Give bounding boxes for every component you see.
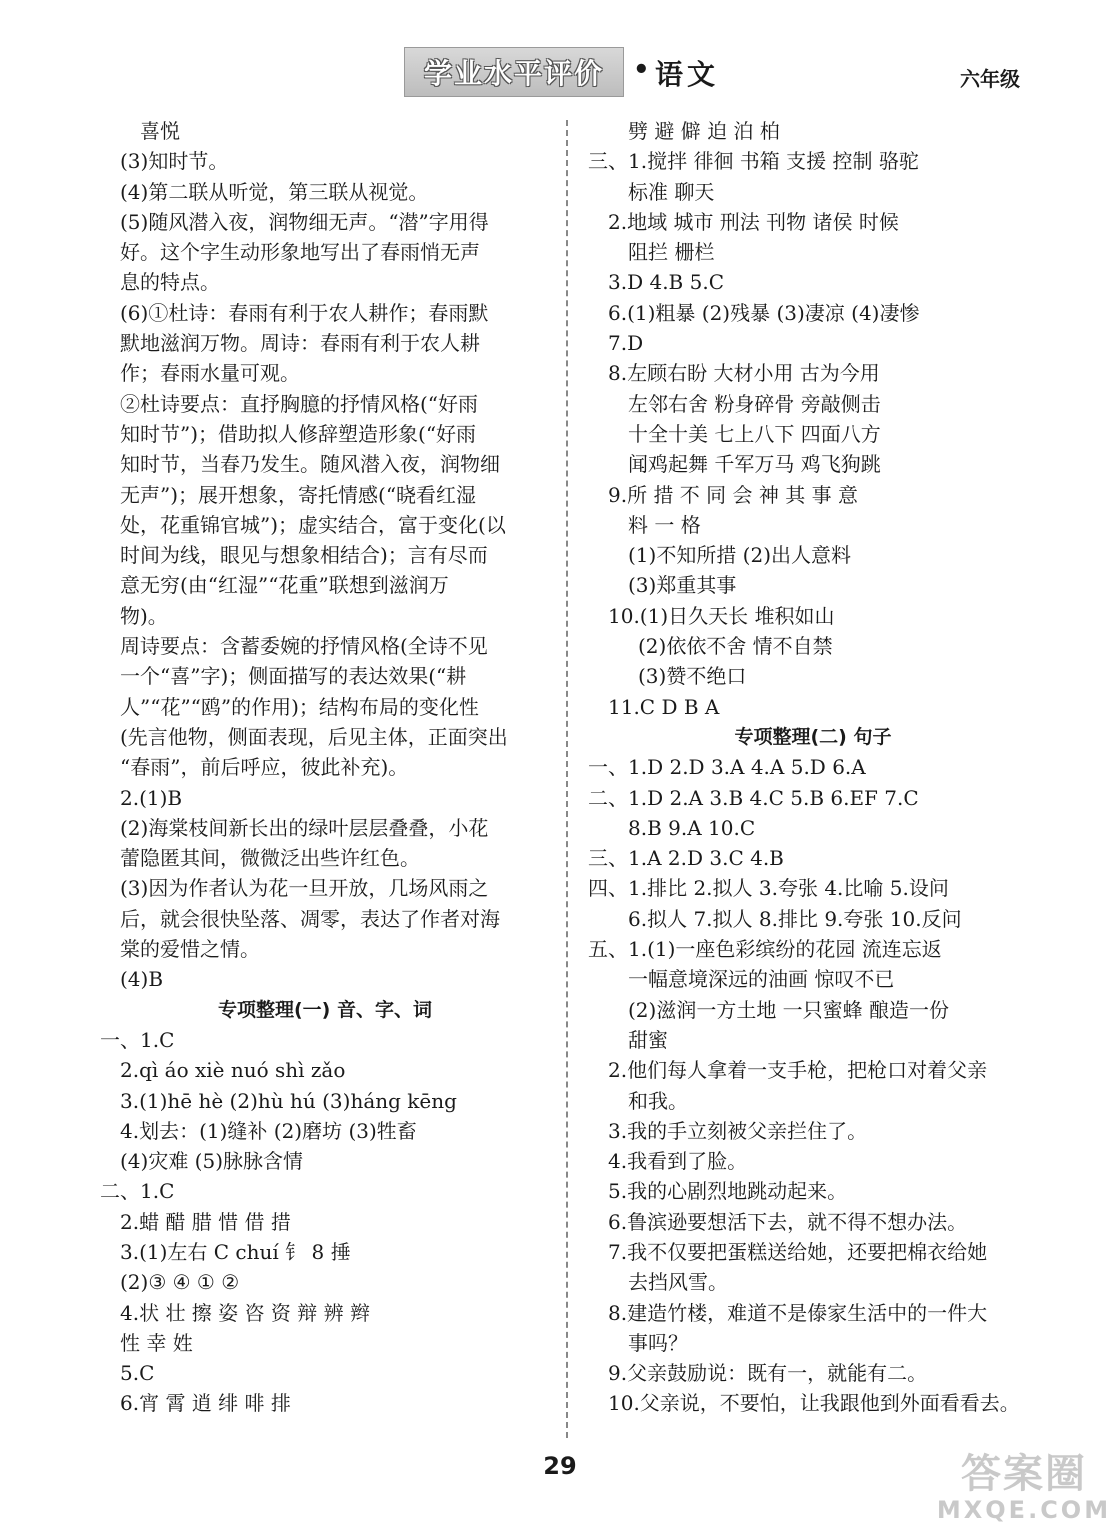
answer-line: 8.B 9.A 10.C — [628, 815, 756, 840]
answer-line: (3)因为作者认为花一旦开放，几场风雨之 — [120, 876, 489, 901]
section-heading: 专项整理(二) 句子 — [734, 725, 892, 748]
answer-line: 2.(1)B — [120, 785, 183, 810]
answer-line: 4.划去：(1)缝补 (2)磨坊 (3)牲畜 — [120, 1118, 417, 1143]
answer-line: 甜蜜 — [628, 1027, 668, 1052]
answer-line: 周诗要点：含蓄委婉的抒情风格(全诗不见 — [120, 634, 488, 659]
answer-line: (4)B — [120, 967, 164, 992]
answer-line: 阻拦 栅栏 — [628, 240, 715, 265]
answer-line: 时间为线，眼见与想象相结合)；言有尽而 — [120, 543, 488, 568]
subject-title: 语文 — [655, 58, 720, 91]
answer-line: 四、1.排比 2.拟人 3.夸张 4.比喻 5.设问 — [588, 876, 949, 901]
answer-line: (4)第二联从听觉，第三联从视觉。 — [120, 179, 429, 204]
watermark-line1: 答案圈 — [961, 1451, 1087, 1497]
answer-line: 和我。 — [628, 1088, 688, 1113]
answer-line: 十全十美 七上八下 四面八方 — [628, 421, 881, 446]
answer-line: 二、1.D 2.A 3.B 4.C 5.B 6.EF 7.C — [588, 785, 919, 810]
answer-line: 无声”)；展开想象，寄托情感(“晓看红湿 — [120, 482, 477, 507]
answer-line: 3.(1)hē hè (2)hù hú (3)háng kēng — [120, 1088, 457, 1113]
answer-line: 劈 避 僻 迫 泊 柏 — [628, 119, 780, 143]
answer-line: 蕾隐匿其间，微微泛出些许红色。 — [120, 846, 420, 871]
answer-line: (3)赞不绝口 — [638, 664, 747, 689]
answer-line: (2)滋润一方土地 一只蜜蜂 酿造一份 — [628, 997, 950, 1022]
answer-line: 二、1.C — [100, 1179, 175, 1204]
right-answer-column — [588, 116, 1038, 1419]
answer-line: 息的特点。 — [120, 270, 220, 295]
answer-line: (2)依依不舍 情不自禁 — [638, 634, 833, 659]
answer-line: 2.qì áo xiè nuó shì zǎo — [120, 1058, 346, 1083]
answer-line: 8.左顾右盼 大材小用 古为今用 — [608, 361, 880, 386]
answer-line: (3)郑重其事 — [628, 573, 737, 598]
answer-line: 五、1.(1)一座色彩缤纷的花园 流连忘返 — [588, 937, 942, 962]
answer-line: 11.C D B A — [608, 694, 720, 719]
watermark-line2: MXQE.COM — [936, 1496, 1112, 1524]
answer-line: 料 一 格 — [628, 512, 701, 537]
answer-line: 一个“喜”字)；侧面描写的表达效果(“耕 — [120, 664, 467, 689]
answer-line: 2.蜡 醋 腊 惜 借 措 — [120, 1209, 291, 1234]
answer-line: 处，花重锦官城”)；虚实结合，富于变化(以 — [120, 512, 506, 537]
answer-line: 6.(1)粗暴 (2)残暴 (3)凄凉 (4)凄惨 — [608, 300, 920, 325]
answer-line: 9.所 措 不 同 会 神 其 事 意 — [608, 482, 858, 507]
answer-line: 3.(1)左右 C chuí 钅 8 捶 — [120, 1239, 351, 1264]
answer-line: 6.拟人 7.拟人 8.排比 9.夸张 10.反问 — [628, 906, 962, 931]
answer-line: (1)不知所措 (2)出人意料 — [628, 543, 852, 568]
answer-line: 棠的爱惜之情。 — [120, 937, 260, 962]
answer-line: 一幅意境深远的油画 惊叹不已 — [628, 967, 895, 992]
section-heading: 专项整理(一) 音、字、词 — [218, 998, 432, 1021]
answer-line: 闻鸡起舞 千军万马 鸡飞狗跳 — [628, 452, 881, 477]
answer-line: 三、1.A 2.D 3.C 4.B — [588, 846, 784, 871]
page-number: 29 — [543, 1452, 577, 1480]
answer-line: 去挡风雪。 — [628, 1270, 728, 1295]
answer-line: 三、1.搅拌 徘徊 书箱 支援 控制 骆驼 — [588, 149, 919, 174]
answer-line: 8.建造竹楼，难道不是傣家生活中的一件大 — [608, 1300, 988, 1325]
answer-line: (2)海棠枝间新长出的绿叶层层叠叠，小花 — [120, 815, 489, 840]
answer-line: 10.父亲说，不要怕，让我跟他到外面看看去。 — [608, 1391, 1020, 1416]
answer-line: 4.状 壮 擦 姿 咨 资 辩 辨 辫 — [120, 1300, 370, 1325]
answer-line: 6.鲁滨逊要想活下去，就不得不想办法。 — [608, 1209, 968, 1234]
answer-line: 2.他们每人拿着一支手枪，把枪口对着父亲 — [608, 1058, 988, 1083]
answer-line: 6.宵 霄 逍 绯 啡 排 — [120, 1391, 291, 1416]
answer-line: 一、1.C — [100, 1027, 175, 1052]
answer-line: (2)③ ④ ① ② — [120, 1270, 240, 1295]
watermark-logo — [934, 1452, 1114, 1532]
answer-line: (4)灾难 (5)脉脉含情 — [120, 1149, 304, 1174]
answer-line: 5.C — [120, 1361, 155, 1386]
answer-line: 好。这个字生动形象地写出了春雨悄无声 — [120, 240, 480, 265]
left-answer-column — [100, 116, 550, 1419]
answer-line: ②杜诗要点：直抒胸臆的抒情风格(“好雨 — [120, 391, 479, 416]
answer-line: 默地滋润万物。周诗：春雨有利于农人耕 — [120, 331, 480, 356]
answer-line: 左邻右舍 粉身碎骨 旁敲侧击 — [628, 391, 881, 416]
answer-line: 作；春雨水量可观。 — [120, 361, 300, 386]
answer-line: 5.我的心剧烈地跳动起来。 — [608, 1179, 848, 1204]
page-header — [0, 45, 1120, 100]
answer-line: 意无穷(由“红湿”“花重”联想到滋润万 — [120, 573, 449, 598]
answer-line: 事吗？ — [628, 1330, 688, 1355]
answer-line: (3)知时节。 — [120, 149, 229, 174]
answer-line: 9.父亲鼓励说：既有一，就能有二。 — [608, 1361, 928, 1386]
answer-line: 后，就会很快坠落、凋零，表达了作者对海 — [120, 906, 500, 931]
answer-line: 一、1.D 2.D 3.A 4.A 5.D 6.A — [588, 755, 866, 780]
answer-line: 性 幸 姓 — [120, 1330, 193, 1355]
answer-line: 知时节”)；借助拟人修辞塑造形象(“好雨 — [120, 421, 477, 446]
answer-line: 喜悦 — [140, 119, 180, 143]
answer-line: 知时节，当春乃发生。随风潜入夜，润物细 — [120, 452, 500, 477]
answer-line: 7.我不仅要把蛋糕送给她，还要把棉衣给她 — [608, 1239, 988, 1264]
answer-line: “春雨”，前后呼应，彼此补充)。 — [120, 755, 409, 780]
answer-line: 10.(1)日久天长 堆积如山 — [608, 603, 835, 628]
separator-dot: • — [633, 55, 650, 85]
brand-title: 学业水平评价 — [423, 57, 604, 90]
answer-line: (先言他物，侧面表现，后见主体，正面突出 — [120, 724, 508, 749]
answer-line: 4.我看到了脸。 — [608, 1149, 748, 1174]
answer-line: 物)。 — [120, 603, 168, 628]
column-divider — [566, 120, 568, 1438]
answer-line: 标准 聊天 — [628, 179, 715, 204]
answer-line: 7.D — [608, 331, 644, 356]
answer-line: 3.D 4.B 5.C — [608, 270, 724, 295]
answer-line: 人”“花”“鸥”的作用)；结构布局的变化性 — [120, 694, 479, 719]
answer-line: (6)①杜诗：春雨有利于农人耕作；春雨默 — [120, 300, 489, 325]
answer-line: 2.地域 城市 刑法 刊物 诸侯 时候 — [608, 209, 899, 234]
brand-banner — [404, 47, 624, 97]
answer-line: 3.我的手立刻被父亲拦住了。 — [608, 1118, 868, 1143]
grade-label: 六年级 — [960, 67, 1020, 91]
answer-line: (5)随风潜入夜，润物细无声。“潜”字用得 — [120, 209, 489, 234]
